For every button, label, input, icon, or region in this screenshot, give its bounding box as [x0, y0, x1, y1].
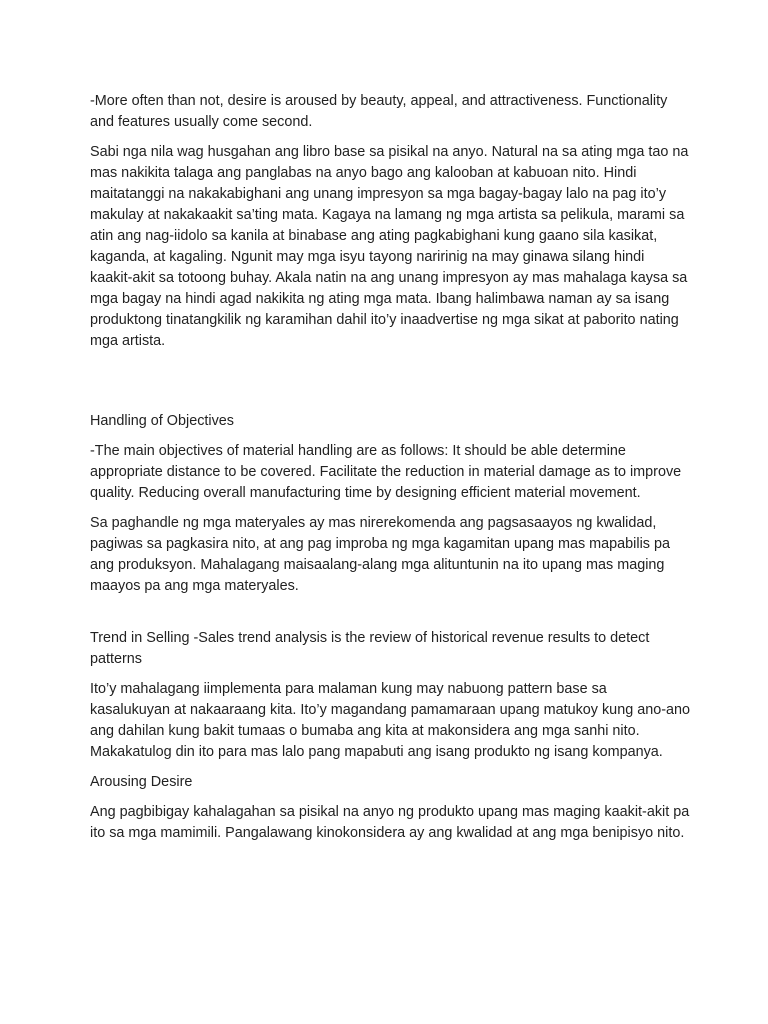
material-handling-tagalog-paragraph: Sa paghandle ng mga materyales ay mas nirerekomenda ang pagsasaayos ng kwalidad, pagiwas sa pagkasira nito, at ang pag improba ng mga kagamitan upang mas mapabilis pa ang produksyon. Mahalagang maisaalang-alang mga alituntunin na ito upang mas maging maayos pa ang mga materyales. — [90, 515, 670, 594]
section-heading-handling-objectives: Handling of Objectives — [90, 413, 234, 429]
first-impression-paragraph: Sabi nga nila wag husgahan ang libro base sa pisikal na anyo. Natural na sa ating mga tao na mas nakikita talaga ang panglabas na anyo bago ang kalooban at kabuoan nito. Hindi maitatanggi na nakakabighani ang unang impresyon sa mga bagay-bagay lalo na pag ito’y makulay at nakakaakit sa’ting mata. Kagaya na lamang ng mga artista sa pelikula, marami sa atin ang nag-iidolo sa kanila at binabase ang ating pagkabighani kung gaano sila kasikat, kaganda, at kagaling. Ngunit may mga isyu tayong naririnig na may ginawa silang hindi kaakit-akit sa totoong buhay. Akala natin na ang unang impresyon ay mas mahalaga kaysa sa mga bagay na hindi agad nakikita ng ating mga mata. Ibang halimbawa naman ay sa isang produktong tinatangkilik ng karamihan dahil ito’y inaadvertise ng mga sikat at paborito nating mga artista. — [90, 144, 689, 349]
intro-paragraph: -More often than not, desire is aroused by beauty, appeal, and attractiveness. Functionality and features usually come second. — [90, 93, 668, 130]
document-page — [90, 91, 690, 844]
arousing-desire-tagalog-paragraph: Ang pagbibigay kahalagahan sa pisikal na anyo ng produkto upang mas maging kaakit-akit pa ito sa mga mamimili. Pangalawang kinokonsidera ay ang kwalidad at ang mga benipisyo nito. — [90, 804, 690, 841]
material-handling-objectives-paragraph: -The main objectives of material handling are as follows: It should be able determine appropriate distance to be covered. Facilitate the reduction in material damage as to improve quality. Reducing overall manufacturing time by designing efficient material movement. — [90, 443, 682, 501]
section-heading-trend-in-selling: Trend in Selling -Sales trend analysis is the review of historical revenue results to detect patterns — [90, 630, 650, 667]
section-heading-arousing-desire: Arousing Desire — [90, 774, 193, 790]
trend-in-selling-tagalog-paragraph: Ito’y mahalagang iimplementa para malaman kung may nabuong pattern base sa kasalukuyan at nakaaraang kita. Ito’y magandang pamamaraan upang matukoy kung ano-ano ang dahilan kung bakit tumaas o bumaba ang kita at makonsidera ang mga sanhi nito. Makakatulog din ito para mas lalo pang mapabuti ang isang produkto ng isang kompanya. — [90, 681, 691, 760]
